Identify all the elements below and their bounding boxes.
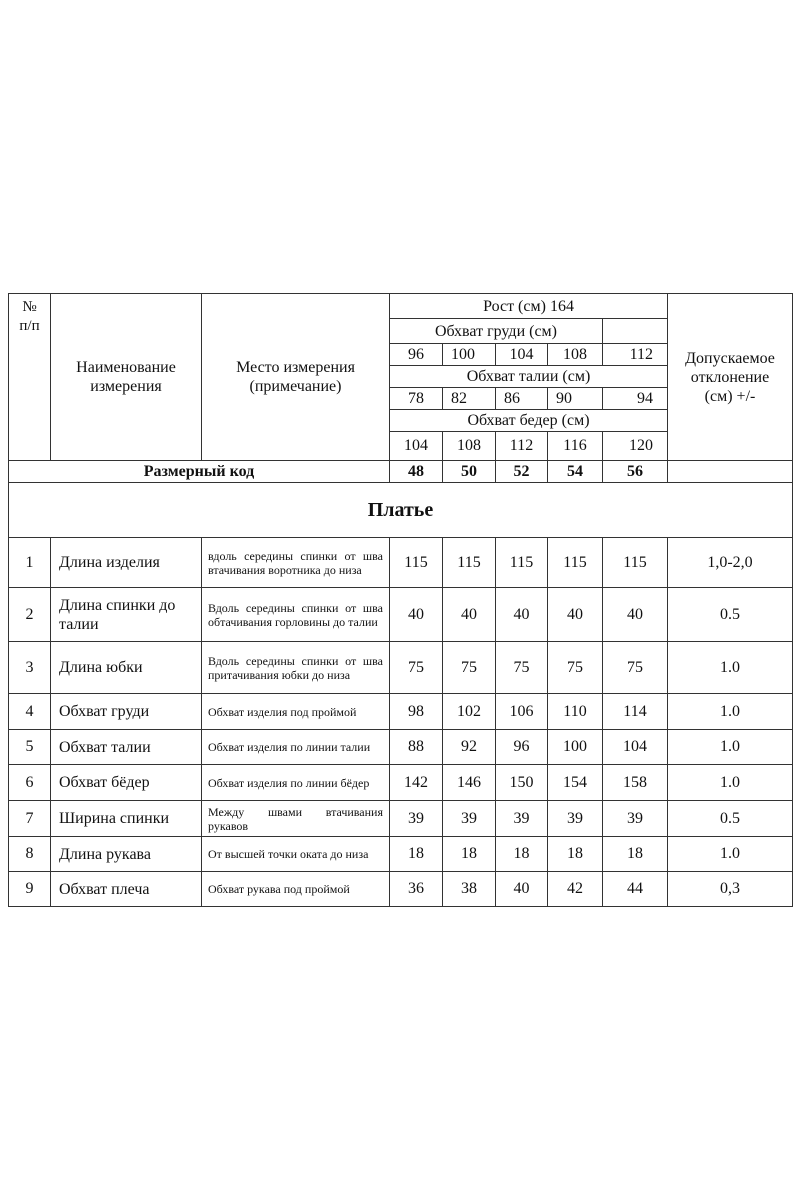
header-place: Место измерения (примечание) (202, 294, 390, 461)
hips-value: 120 (603, 432, 668, 461)
measurement-value: 158 (603, 765, 668, 801)
header-chest-blank (603, 319, 668, 344)
waist-value: 94 (603, 388, 668, 410)
measurement-value: 115 (443, 538, 496, 588)
measurement-place: вдоль середины спинки от шва втачивания воротника до низа (202, 538, 390, 588)
table-row (9, 730, 793, 765)
measurement-value: 39 (443, 801, 496, 837)
chest-value: 112 (603, 344, 668, 366)
table-row (9, 642, 793, 694)
measurement-value: 18 (496, 837, 548, 872)
measurement-value: 38 (443, 872, 496, 907)
measurement-value: 36 (390, 872, 443, 907)
row-number: 2 (9, 588, 51, 642)
tolerance-value: 1,0-2,0 (668, 538, 793, 588)
header-tolerance: Допускаемое отклонение (см) +/- (668, 294, 793, 461)
row-number: 3 (9, 642, 51, 694)
measurement-value: 18 (548, 837, 603, 872)
hips-value: 116 (548, 432, 603, 461)
waist-value: 90 (548, 388, 603, 410)
hips-value: 104 (390, 432, 443, 461)
measurement-value: 106 (496, 694, 548, 730)
measurement-place: Между швами втачивания рукавов (202, 801, 390, 837)
measurement-value: 88 (390, 730, 443, 765)
header-chest-label: Обхват груди (см) (390, 319, 603, 344)
measurement-value: 40 (548, 588, 603, 642)
tolerance-value: 0,3 (668, 872, 793, 907)
section-title: Платье (9, 483, 793, 538)
header-waist-label: Обхват талии (см) (390, 366, 668, 388)
table-row (9, 538, 793, 588)
measurement-value: 18 (390, 837, 443, 872)
measurement-value: 115 (603, 538, 668, 588)
size-code-label: Размерный код (9, 461, 390, 483)
measurement-value: 114 (603, 694, 668, 730)
tolerance-value: 0.5 (668, 588, 793, 642)
measurement-value: 75 (443, 642, 496, 694)
measurement-value: 42 (548, 872, 603, 907)
measurement-value: 40 (390, 588, 443, 642)
row-number: 4 (9, 694, 51, 730)
tolerance-value: 1.0 (668, 642, 793, 694)
table-row (9, 837, 793, 872)
row-number: 6 (9, 765, 51, 801)
tolerance-value: 1.0 (668, 837, 793, 872)
waist-value: 78 (390, 388, 443, 410)
size-code-blank (668, 461, 793, 483)
measurement-value: 75 (548, 642, 603, 694)
measurement-value: 115 (548, 538, 603, 588)
header-hips-label: Обхват бедер (см) (390, 410, 668, 432)
measurement-name: Длина изделия (51, 538, 202, 588)
measurement-value: 39 (603, 801, 668, 837)
measurement-name: Обхват плеча (51, 872, 202, 907)
tolerance-value: 1.0 (668, 694, 793, 730)
measurement-value: 98 (390, 694, 443, 730)
size-code-value: 50 (443, 461, 496, 483)
measurement-value: 18 (443, 837, 496, 872)
row-number: 7 (9, 801, 51, 837)
measurement-value: 154 (548, 765, 603, 801)
measurement-value: 115 (496, 538, 548, 588)
measurement-value: 92 (443, 730, 496, 765)
hips-value: 108 (443, 432, 496, 461)
table-row (9, 765, 793, 801)
row-number: 1 (9, 538, 51, 588)
chest-value: 104 (496, 344, 548, 366)
measurement-name: Длина юбки (51, 642, 202, 694)
measurement-value: 150 (496, 765, 548, 801)
measurement-place: Вдоль середины спинки от шва обтачивания горловины до талии (202, 588, 390, 642)
measurement-value: 75 (603, 642, 668, 694)
measurement-place: От высшей точки оката до низа (202, 837, 390, 872)
measurement-value: 39 (496, 801, 548, 837)
tolerance-value: 0.5 (668, 801, 793, 837)
measurement-place: Вдоль середины спинки от шва притачивания юбки до низа (202, 642, 390, 694)
chest-value: 108 (548, 344, 603, 366)
measurement-value: 110 (548, 694, 603, 730)
measurement-place: Обхват изделия по линии талии (202, 730, 390, 765)
measurement-name: Обхват бёдер (51, 765, 202, 801)
row-number: 5 (9, 730, 51, 765)
table-row (9, 872, 793, 907)
measurement-name: Обхват груди (51, 694, 202, 730)
measurement-place: Обхват рукава под проймой (202, 872, 390, 907)
measurement-value: 40 (496, 872, 548, 907)
measurement-value: 75 (390, 642, 443, 694)
measurement-name: Ширина спинки (51, 801, 202, 837)
size-code-value: 52 (496, 461, 548, 483)
measurement-value: 40 (496, 588, 548, 642)
measurement-value: 142 (390, 765, 443, 801)
waist-value: 86 (496, 388, 548, 410)
chest-value: 96 (390, 344, 443, 366)
measurement-value: 102 (443, 694, 496, 730)
chest-value: 100 (443, 344, 496, 366)
measurement-value: 39 (548, 801, 603, 837)
table-row (9, 801, 793, 837)
measurement-value: 40 (443, 588, 496, 642)
measurement-place: Обхват изделия по линии бёдер (202, 765, 390, 801)
measurement-value: 39 (390, 801, 443, 837)
measurement-value: 44 (603, 872, 668, 907)
table-row (9, 588, 793, 642)
measurement-value: 75 (496, 642, 548, 694)
size-code-value: 48 (390, 461, 443, 483)
table-row (9, 694, 793, 730)
measurement-name: Длина спинки до талии (51, 588, 202, 642)
measurement-value: 18 (603, 837, 668, 872)
measurement-value: 104 (603, 730, 668, 765)
measurement-place: Обхват изделия под проймой (202, 694, 390, 730)
measurement-value: 96 (496, 730, 548, 765)
measurement-value: 146 (443, 765, 496, 801)
tolerance-value: 1.0 (668, 730, 793, 765)
row-number: 9 (9, 872, 51, 907)
size-chart-table (8, 293, 793, 907)
hips-value: 112 (496, 432, 548, 461)
header-num: № п/п (9, 294, 51, 461)
header-name: Наименование измерения (51, 294, 202, 461)
size-code-value: 56 (603, 461, 668, 483)
tolerance-value: 1.0 (668, 765, 793, 801)
waist-value: 82 (443, 388, 496, 410)
measurement-name: Обхват талии (51, 730, 202, 765)
measurement-value: 40 (603, 588, 668, 642)
measurement-value: 115 (390, 538, 443, 588)
size-code-value: 54 (548, 461, 603, 483)
row-number: 8 (9, 837, 51, 872)
header-height: Рост (см) 164 (390, 294, 668, 319)
measurement-value: 100 (548, 730, 603, 765)
measurement-name: Длина рукава (51, 837, 202, 872)
